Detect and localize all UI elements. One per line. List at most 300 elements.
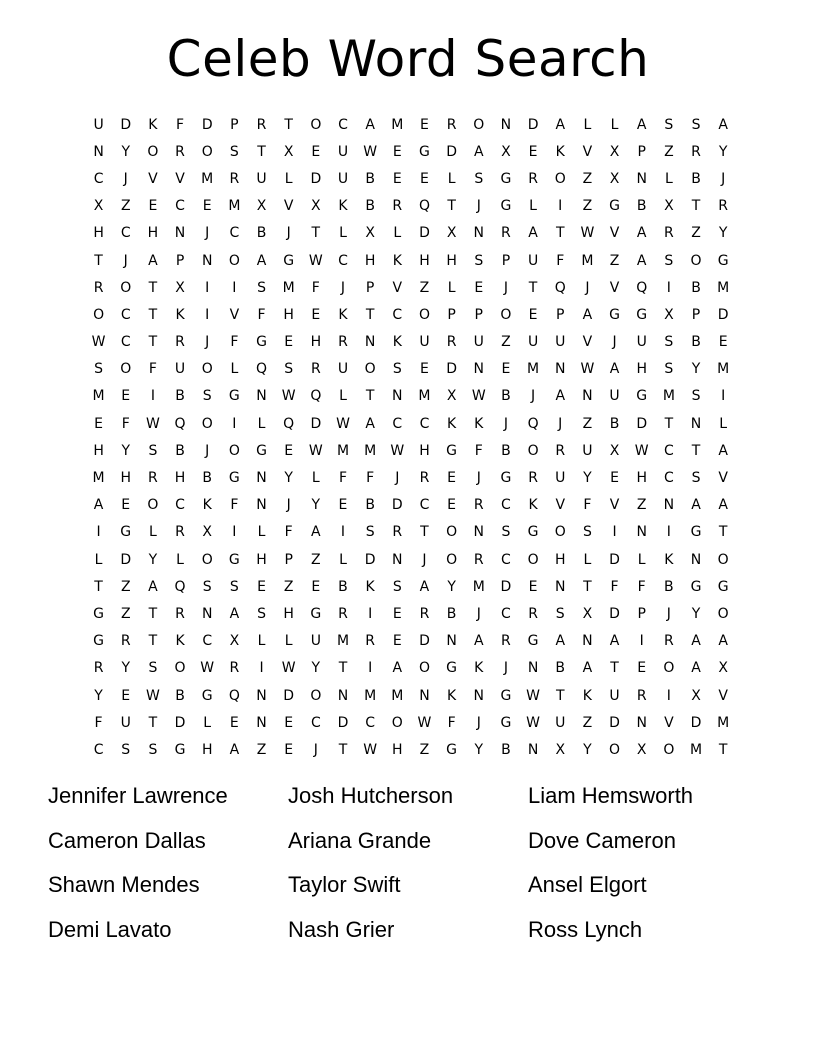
grid-letter: R	[229, 170, 240, 187]
grid-letter: E	[94, 415, 103, 432]
grid-letter: L	[447, 170, 456, 187]
grid-letter: M	[228, 198, 241, 215]
grid-row	[85, 329, 737, 356]
grid-letter: C	[501, 605, 511, 622]
grid-letter: I	[612, 524, 617, 541]
grid-letter: J	[476, 198, 481, 215]
grid-letter: S	[148, 442, 158, 459]
grid-letter: R	[718, 198, 729, 215]
grid-letter: G	[500, 714, 512, 731]
grid-letter: E	[148, 198, 158, 215]
grid-letter: T	[691, 442, 701, 459]
grid-letter: N	[256, 497, 267, 514]
grid-letter: X	[229, 633, 240, 650]
grid-letter: F	[447, 714, 456, 731]
grid-letter: A	[392, 660, 403, 677]
grid-letter: G	[310, 605, 322, 622]
grid-letter: Q	[228, 687, 240, 704]
grid-letter: G	[256, 442, 267, 459]
grid-letter: J	[313, 741, 318, 758]
grid-letter: A	[365, 116, 375, 133]
grid-letter: I	[205, 279, 210, 296]
grid-row	[85, 138, 737, 165]
grid-letter: T	[284, 116, 293, 133]
grid-letter: B	[501, 442, 511, 459]
grid-row	[85, 301, 737, 328]
grid-letter: J	[612, 334, 617, 351]
grid-letter: E	[229, 714, 239, 731]
grid-letter: V	[283, 198, 294, 215]
grid-letter: A	[419, 578, 430, 595]
grid-letter: F	[94, 714, 103, 731]
grid-letter: W	[580, 225, 595, 242]
grid-letter: Y	[121, 442, 131, 459]
grid-letter: I	[666, 687, 671, 704]
grid-letter: P	[365, 279, 375, 296]
grid-letter: D	[500, 578, 512, 595]
grid-letter: H	[554, 551, 566, 568]
grid-letter: F	[583, 497, 592, 514]
grid-letter: P	[556, 306, 565, 323]
grid-letter: D	[419, 225, 430, 242]
grid-letter: P	[501, 252, 511, 269]
grid-letter: O	[364, 361, 376, 378]
grid-letter: M	[92, 470, 105, 487]
grid-letter: Y	[121, 660, 131, 677]
grid-letter: E	[610, 470, 619, 487]
grid-letter: N	[473, 524, 484, 541]
grid-letter: V	[582, 334, 593, 351]
grid-letter: M	[717, 279, 730, 296]
grid-letter: U	[609, 687, 620, 704]
grid-row	[85, 165, 737, 192]
grid-letter: A	[691, 497, 701, 514]
grid-letter: J	[531, 388, 536, 405]
grid-letter: N	[636, 170, 647, 187]
grid-letter: J	[503, 279, 508, 296]
grid-letter: U	[256, 170, 267, 187]
grid-letter: O	[391, 714, 403, 731]
grid-letter: X	[365, 225, 375, 242]
grid-letter: E	[202, 198, 212, 215]
grid-letter: N	[582, 388, 593, 405]
grid-letter: Z	[691, 225, 701, 242]
grid-row	[85, 655, 737, 682]
grid-letter: P	[230, 116, 239, 133]
grid-letter: I	[232, 279, 237, 296]
grid-letter: W	[390, 442, 405, 459]
grid-letter: O	[201, 551, 213, 568]
word-list-item: Taylor Swift	[288, 872, 401, 897]
grid-letter: G	[690, 578, 702, 595]
grid-letter: B	[365, 198, 375, 215]
grid-letter: O	[418, 306, 430, 323]
grid-letter: L	[447, 279, 456, 296]
grid-letter: L	[664, 170, 673, 187]
grid-letter: P	[284, 551, 293, 568]
grid-letter: G	[609, 306, 620, 323]
grid-letter: D	[609, 714, 620, 731]
grid-letter: J	[476, 605, 481, 622]
grid-letter: O	[201, 415, 213, 432]
word-list-item: Cameron Dallas	[48, 827, 206, 853]
grid-letter: M	[364, 442, 377, 459]
grid-letter: C	[175, 198, 185, 215]
grid-letter: S	[257, 279, 266, 296]
grid-letter: J	[476, 470, 481, 487]
grid-letter: K	[392, 334, 402, 351]
grid-letter: N	[93, 143, 104, 160]
grid-letter: L	[529, 198, 537, 215]
grid-letter: T	[311, 225, 321, 242]
grid-letter: E	[392, 633, 402, 650]
grid-letter: S	[474, 170, 484, 187]
grid-letter: L	[257, 524, 266, 541]
grid-letter: X	[501, 143, 511, 160]
grid-letter: E	[257, 578, 266, 595]
grid-letter: R	[501, 225, 511, 242]
grid-letter: E	[420, 116, 429, 133]
grid-letter: X	[664, 306, 674, 323]
grid-letter: R	[310, 361, 321, 378]
grid-letter: Y	[284, 470, 293, 487]
grid-letter: X	[283, 143, 294, 160]
grid-letter: E	[447, 497, 457, 514]
grid-letter: U	[555, 334, 566, 351]
grid-letter: B	[501, 741, 511, 758]
grid-letter: A	[229, 741, 240, 758]
grid-letter: Z	[311, 551, 321, 568]
grid-letter: Z	[256, 741, 267, 758]
grid-letter: G	[609, 198, 620, 215]
grid-letter: N	[256, 687, 267, 704]
grid-letter: E	[121, 497, 131, 514]
grid-letter: S	[691, 470, 701, 487]
grid-letter: M	[689, 741, 703, 758]
grid-letter: T	[447, 198, 456, 215]
word-list-item: Ansel Elgort	[528, 872, 647, 897]
grid-letter: C	[338, 252, 348, 269]
grid-letter: R	[148, 470, 158, 487]
grid-letter: N	[337, 687, 349, 704]
grid-letter: X	[609, 170, 620, 187]
grid-row	[85, 410, 737, 437]
grid-letter: I	[232, 415, 237, 432]
grid-letter: N	[174, 225, 186, 242]
grid-letter: F	[637, 578, 646, 595]
grid-letter: L	[284, 170, 293, 187]
grid-letter: A	[691, 633, 701, 650]
grid-letter: U	[337, 143, 349, 160]
grid-letter: R	[175, 143, 185, 160]
grid-letter: R	[93, 660, 104, 677]
grid-letter: E	[637, 660, 647, 677]
grid-letter: T	[528, 279, 538, 296]
grid-letter: M	[282, 279, 295, 296]
grid-letter: N	[201, 252, 213, 269]
grid-letter: G	[201, 687, 213, 704]
grid-letter: S	[582, 524, 592, 541]
grid-letter: E	[392, 170, 402, 187]
grid-letter: R	[175, 524, 185, 541]
grid-letter: S	[202, 388, 212, 405]
grid-letter: F	[176, 116, 185, 133]
grid-letter: V	[148, 170, 158, 187]
grid-letter: M	[472, 578, 485, 595]
grid-row	[85, 356, 737, 383]
grid-letter: D	[310, 170, 322, 187]
grid-letter: E	[284, 442, 294, 459]
grid-letter: F	[338, 470, 348, 487]
grid-letter: F	[148, 361, 157, 378]
grid-letter: S	[94, 361, 104, 378]
grid-letter: S	[229, 143, 239, 160]
word-list-item: Ariana Grande	[288, 827, 432, 853]
grid-letter: X	[718, 660, 728, 677]
grid-letter: T	[718, 524, 728, 541]
grid-letter: S	[121, 741, 131, 758]
grid-letter: A	[609, 633, 620, 650]
grid-letter: J	[666, 605, 671, 622]
grid-letter: P	[474, 306, 483, 323]
grid-letter: Y	[311, 497, 321, 514]
grid-letter: J	[286, 497, 291, 514]
grid-letter: J	[585, 279, 590, 296]
grid-letter: A	[718, 497, 728, 514]
grid-letter: M	[336, 633, 350, 650]
grid-letter: C	[501, 551, 511, 568]
grid-letter: E	[420, 361, 429, 378]
grid-letter: D	[120, 116, 132, 133]
grid-letter: R	[392, 524, 403, 541]
grid-letter: V	[609, 497, 620, 514]
grid-letter: D	[201, 116, 213, 133]
grid-letter: D	[337, 714, 349, 731]
grid-letter: U	[419, 334, 430, 351]
grid-row	[85, 682, 737, 709]
grid-letter: R	[663, 633, 674, 650]
grid-letter: O	[310, 687, 322, 704]
grid-letter: A	[555, 633, 566, 650]
grid-letter: J	[340, 279, 346, 296]
grid-letter: G	[93, 633, 104, 650]
grid-letter: O	[527, 551, 539, 568]
grid-letter: T	[94, 252, 103, 269]
grid-letter: Y	[583, 470, 592, 487]
grid-letter: H	[636, 470, 647, 487]
grid-letter: L	[583, 551, 592, 568]
grid-letter: N	[527, 660, 539, 677]
grid-row	[85, 573, 737, 600]
grid-letter: A	[555, 388, 566, 405]
grid-letter: R	[528, 605, 538, 622]
grid-letter: J	[205, 225, 210, 242]
grid-letter: O	[201, 361, 213, 378]
grid-letter: Q	[174, 578, 186, 595]
grid-letter: H	[174, 470, 186, 487]
grid-letter: A	[229, 605, 240, 622]
grid-letter: Z	[120, 605, 131, 622]
grid-letter: S	[392, 361, 402, 378]
grid-letter: T	[148, 306, 158, 323]
grid-letter: O	[554, 524, 566, 541]
grid-letter: B	[501, 388, 511, 405]
grid-letter: D	[446, 143, 457, 160]
grid-letter: W	[417, 714, 432, 731]
grid-letter: Y	[121, 143, 131, 160]
grid-letter: C	[392, 306, 403, 323]
grid-letter: R	[120, 633, 131, 650]
grid-letter: U	[310, 633, 321, 650]
grid-letter: R	[392, 198, 403, 215]
grid-letter: L	[203, 714, 212, 731]
grid-letter: W	[526, 687, 540, 704]
grid-letter: S	[664, 116, 674, 133]
grid-letter: A	[636, 252, 647, 269]
grid-letter: C	[93, 170, 104, 187]
grid-letter: U	[120, 714, 131, 731]
grid-letter: J	[286, 225, 291, 242]
grid-letter: I	[721, 388, 726, 405]
grid-row	[85, 111, 737, 138]
grid-letter: O	[174, 660, 186, 677]
grid-letter: J	[721, 170, 726, 187]
grid-letter: R	[175, 334, 185, 351]
grid-letter: N	[663, 497, 675, 514]
word-list-item: Shawn Mendes	[48, 872, 200, 897]
grid-letter: V	[392, 279, 403, 296]
grid-letter: N	[636, 524, 647, 541]
grid-letter: Y	[691, 361, 701, 378]
grid-letter: A	[528, 225, 538, 242]
word-list-item: Jennifer Lawrence	[48, 783, 228, 808]
grid-letter: B	[446, 605, 457, 622]
grid-letter: G	[446, 741, 458, 758]
grid-letter: O	[93, 306, 105, 323]
grid-letter: R	[528, 170, 538, 187]
grid-letter: F	[311, 279, 320, 296]
grid-letter: D	[120, 551, 132, 568]
grid-letter: B	[365, 170, 375, 187]
grid-letter: T	[94, 578, 103, 595]
grid-letter: N	[473, 225, 484, 242]
grid-letter: G	[120, 524, 132, 541]
grid-letter: V	[718, 687, 728, 704]
grid-row	[85, 709, 737, 736]
grid-letter: D	[391, 497, 403, 514]
grid-letter: B	[691, 334, 701, 351]
grid-letter: Q	[174, 415, 186, 432]
grid-letter: S	[555, 605, 565, 622]
grid-letter: L	[176, 551, 184, 568]
grid-letter: S	[664, 361, 674, 378]
grid-letter: G	[500, 198, 512, 215]
grid-letter: D	[283, 687, 295, 704]
word-list-item: Liam Hemsworth	[528, 783, 694, 808]
page-title: Celeb Word Search	[166, 30, 650, 88]
grid-letter: X	[446, 388, 457, 405]
grid-letter: C	[120, 306, 131, 323]
grid-letter: Z	[419, 279, 430, 296]
grid-letter: T	[718, 741, 728, 758]
grid-letter: J	[205, 334, 210, 351]
grid-letter: L	[719, 415, 728, 432]
grid-letter: D	[717, 306, 729, 323]
grid-letter: K	[338, 198, 348, 215]
grid-letter: A	[582, 660, 593, 677]
grid-letter: J	[395, 470, 400, 487]
grid-letter: R	[555, 442, 566, 459]
grid-letter: H	[392, 741, 403, 758]
grid-letter: U	[555, 470, 566, 487]
grid-letter: I	[558, 198, 563, 215]
grid-letter: W	[91, 334, 106, 351]
grid-letter: O	[554, 170, 566, 187]
grid-row	[85, 193, 737, 220]
grid-letter: N	[500, 116, 512, 133]
grid-letter: Q	[418, 198, 430, 215]
grid-letter: J	[123, 170, 128, 187]
grid-letter: I	[340, 524, 346, 541]
grid-letter: K	[664, 551, 674, 568]
grid-letter: N	[392, 551, 403, 568]
grid-letter: E	[501, 361, 511, 378]
grid-letter: V	[718, 470, 728, 487]
grid-row	[85, 383, 737, 410]
grid-letter: U	[337, 361, 349, 378]
grid-row	[85, 492, 737, 519]
word-list-item: Dove Cameron	[528, 827, 676, 853]
grid-letter: P	[447, 306, 456, 323]
grid-letter: B	[175, 442, 185, 459]
grid-letter: D	[609, 605, 620, 622]
grid-letter: N	[690, 415, 702, 432]
grid-letter: C	[501, 497, 511, 514]
grid-letter: N	[527, 741, 539, 758]
grid-letter: C	[120, 225, 131, 242]
grid-letter: O	[147, 497, 159, 514]
grid-letter: Q	[283, 415, 295, 432]
grid-letter: E	[392, 605, 402, 622]
grid-letter: O	[418, 660, 430, 677]
grid-letter: G	[93, 605, 104, 622]
grid-letter: V	[555, 497, 566, 514]
grid-letter: B	[609, 415, 620, 432]
grid-letter: H	[256, 551, 267, 568]
grid-letter: N	[446, 633, 457, 650]
grid-letter: G	[446, 442, 458, 459]
grid-letter: E	[528, 143, 538, 160]
grid-letter: A	[93, 497, 104, 514]
grid-letter: C	[229, 225, 240, 242]
grid-letter: R	[419, 605, 430, 622]
grid-letter: B	[555, 660, 566, 677]
grid-letter: F	[230, 497, 239, 514]
grid-letter: E	[311, 578, 321, 595]
grid-letter: P	[691, 306, 701, 323]
grid-letter: U	[93, 116, 104, 133]
grid-letter: U	[174, 361, 186, 378]
grid-letter: V	[609, 225, 620, 242]
grid-letter: N	[690, 551, 702, 568]
grid-letter: O	[663, 660, 675, 677]
grid-letter: C	[663, 470, 674, 487]
grid-letter: N	[473, 687, 484, 704]
grid-letter: I	[368, 605, 373, 622]
grid-letter: Z	[582, 714, 593, 731]
grid-letter: S	[148, 660, 158, 677]
grid-letter: D	[527, 116, 539, 133]
